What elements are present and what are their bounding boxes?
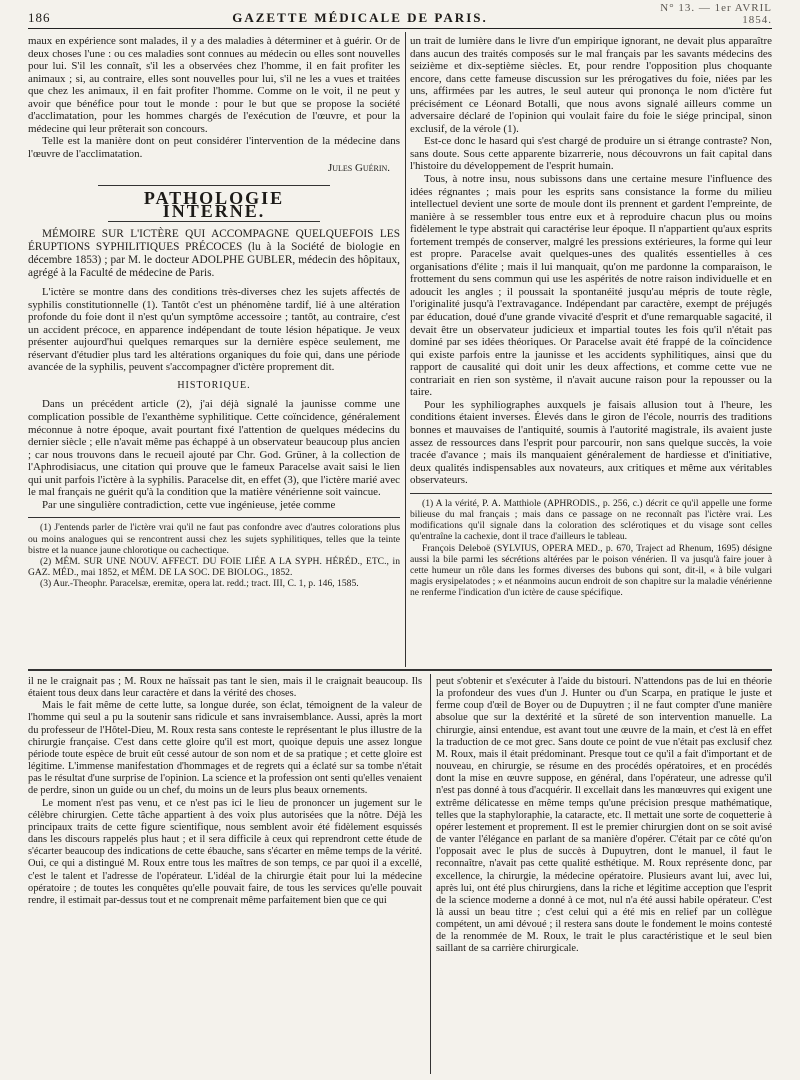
paragraph: Mais le fait même de cette lutte, sa longue durée, son éclat, témoignent de la valeur de l'homme qui seul a pu la soutenir sans ridicule et sans invraisemblance. Aussi, après la mort du professeur de l'Hôtel-Dieu, M. Roux resta sans conteste le représentant le plus illustre de la chirurgie française. C'est dans cette gloire qu'il est mort, quoique depuis une assez longue période toute espèce de bruit eût cessé autour de son nom et de sa pratique ; et cette gloire est légitime. L'immense manifestation d'hommages et de regrets qui a éclaté sur sa tombe n'était pas le résultat d'une surprise de l'opinion. La science et la profession ont senti qu'elles venaient de perdre, sinon un guide ou un chef, du moins un de leurs plus beaux ornements. <box>28 700 422 797</box>
footnote: (3) Aur.-Theophr. Paracelsæ, eremitæ, opera lat. redd.; tract. III, C. 1, p. 146, 1585. <box>40 578 359 590</box>
section-title: PATHOLOGIE INTERNE. <box>108 192 320 222</box>
section-divider <box>98 185 330 186</box>
column-divider-bottom <box>430 674 431 1074</box>
paragraph: Est-ce donc le hasard qui s'est chargé de produire un si étrange contraste? Non, sans doute. Sous cette apparente bizarrerie, nous découvrons un fait capital dans l'histoire du développement de l'esprit humain. <box>410 135 772 173</box>
paragraph: L'ictère se montre dans des conditions très-diverses chez les sujets affectés de syphilis constitutionnelle (1). Tantôt c'est un phénomène tardif, lié à une altération profonde du foie dont il n'est qu'un symptôme accessoire ; tantôt, au contraire, c'est un accident précoce, en apparence indépendant de toute lésion hépatique. Je veux présenter aujourd'hui quelques remarques sur la dernière espèce seulement, me réservant d'étudier plus tard les altérations organiques du foie qui, dans une période avancée de la syphilis, peuvent s'accompagner d'ictère proprement dit. <box>28 286 400 374</box>
memoir-heading: MÉMOIRE SUR L'ICTÈRE QUI ACCOMPAGNE QUELQUEFOIS LES ÉRUPTIONS SYPHILITIQUES PRÉCOCES (lu à la Société de biologie en décembre 1853) ; par M. le docteur ADOLPHE GUBLER, médecin des hôpitaux, agrégé à la Faculté de médecine de Paris. <box>28 228 400 280</box>
footnote-rule <box>28 517 400 518</box>
paragraph: Le moment n'est pas venu, et ce n'est pas ici le lieu de prononcer un jugement sur le célèbre chirurgien. Cette tâche appartient à des voix plus autorisées que la nôtre. Déjà les principaux traits de cette figure scientifique, nous semblent avoir été fidèlement esquissés dans les discours rappelés plus haut ; et il sera difficile à ceux qui reprendront cette étude de s'écarter beaucoup des indications de cette ébauche, sans s'écarter en même temps de la vérité. Oui, ce qui a distingué M. Roux entre tous les maîtres de son temps, ce par quoi il a excellé, c'est le talent et l'adresse de l'opérateur. L'idéal de la chirurgie était pour lui la médecine opératoire ; de toutes les conquêtes qu'elle pouvait faire, de tous les services qu'elle pouvait rendre, il estimait par-dessus tout et ne comprenait même parfaitement bien que ce qui <box>28 797 422 906</box>
page-number: 186 <box>28 10 51 25</box>
paragraph: maux en expérience sont malades, il y a des maladies à déterminer et à guérir. Or de deux choses l'une : ou ces maladies sont connues au médecin ou elles sont nouvelles pour lui. S'il les connaît, s'il les a observées chez l'homme, il en fait profiter les animaux ; si, au contraire, elles sont nouvelles pour lui, s'il ne les a vues et traitées que chez les animaux, il en fait profiter l'homme. Comme on le voit, il ne peut y avoir que bénéfice pour tout le monde : pour le but que se propose la société d'acclimatation, pour les hommes chargés de l'exécution de l'œuvre, et pour la médecine qui leur prêterait son concours. <box>28 35 400 135</box>
section-separator <box>28 669 772 671</box>
author-signature: Jules Guérin. <box>328 162 390 175</box>
paragraph: Telle est la manière dont on peut considérer l'intervention de la médecine dans l'œuvre de l'acclimatation. <box>28 135 400 160</box>
paragraph: Dans un précédent article (2), j'ai déjà signalé la jaunisse comme une complication possible de l'exanthème syphilitique. Cette coïncidence, généralement méconnue à notre époque, avait pourtant fixé l'attention de quelques médecins du dernier siècle ; elle n'avait même pas échappé à un observateur beaucoup plus ancien ; car nous trouvons dans le recueil ajouté par Chr. God. Grüner, à la collection de l'Aphrodisiacus, une citation qui prouve que le fameux Paracelse avait saisi le lien qui unit parfois l'ictère à la syphilis. Paracelse dit, en effet (3), que l'ictère marié avec le mal français ne guérit qu'à la condition que la matière vénérienne soit vaincue. <box>28 398 400 499</box>
paragraph: un trait de lumière dans le livre d'un empirique ignorant, ne devait plus apparaître dans aucun des traités composés sur le mal français par les savants médecins des seizième et dix-septième siècles. Et, pour rendre l'opposition plus choquante encore, dans cette fameuse discussion sur les prérogatives du foie, niées par les uns, affirmées par les autres, le seul auteur qui prononça le nom d'ictère fut précisément ce Léonard Botalli, que nous avons signalé ailleurs comme un adversaire déclaré de l'opinion qui voulait faire du foie le siége principal, sinon exclusif, de la vérole (1). <box>410 35 772 135</box>
paragraph: Par une singulière contradiction, cette vue ingénieuse, jetée comme <box>42 498 336 511</box>
journal-title: GAZETTE MÉDICALE DE PARIS. <box>232 10 488 25</box>
paragraph: il ne le craignait pas ; M. Roux ne haïssait pas tant le sien, mais il le craignait beaucoup. Ils étaient tous deux dans leur caractère et dans la vérité des choses. <box>28 676 422 700</box>
footnote: (2) MÉM. SUR UNE NOUV. AFFECT. DU FOIE LIÉE A LA SYPH. HÉRÉD., ETC., in GAZ. MÉD., mai 1852, et MÉM. DE LA SOC. DE BIOLOG., 1852. <box>28 556 400 579</box>
column-2 <box>410 35 772 655</box>
footnote: (1) J'entends parler de l'ictère vrai qu'il ne faut pas confondre avec d'autres colorations plus ou moins analogues qui se rencontrent aussi chez les sujets syphilitiques, telles que la teinte bistre et la nuance jaune chlorotique ou cachectique. <box>28 522 400 556</box>
column-divider-top <box>405 32 406 667</box>
footnotes <box>410 498 772 599</box>
footnote: (1) A la vérité, P. A. Matthiole (APHRODIS., p. 256, c.) décrit ce qu'il appelle une forme bilieuse du mal français ; mais dans ce passage on ne reconnaît pas l'ictère vrai. Les modifications qu'il signale dans la coloration des sclérotiques et du visage sont celles qu'entraîne la cachexie, dont il trace d'ailleurs le tableau. <box>410 497 772 543</box>
paragraph: Tous, à notre insu, nous subissons dans une certaine mesure l'influence des idées régnantes ; mais pour les esprits sans consistance la forme du milieu intellectuel devient une sorte de moule dont ils prennent et gardent l'empreinte, de manière à se ressembler tous entre eux et à reproduire chacun plus ou moins fidèlement le type abstrait qui caractérise leur époque. Il n'appartient qu'aux esprits fortement trempés de conserver, malgré les pressions extérieures, la forme qui leur est propre. Paracelse avait quelques-unes des qualités essentielles à ces organisations d'élite ; mais il lui manquait, qu'on me pardonne la comparaison, le frottement du sens commun qui use les aspérités de notre raison individuelle et en adoucit les angles ; il poussait la spontanéité jusqu'au mépris de toute règle, l'originalité jusqu'à l'extravagance. Indépendant par caractère, exempt de préjugés par éducation, doué d'une grande vivacité d'esprit et d'une remarquable sagacité, il devait être un observateur judicieux et impartial toutes les fois qu'il n'était pas dominé par ses idées théoriques. Or Paracelse avait été frappé de la coïncidence qui existe parfois entre la jaunisse et les accidents syphilitiques, ainsi que du rapport de causalité qui doit unir les deux affections, et comme cette vue ne contrariait en rien son système, il n'avait aucune raison pour la repousser ou la taire. <box>410 173 772 399</box>
footnotes <box>28 522 400 589</box>
column-1 <box>28 35 400 645</box>
footnote-rule <box>410 493 772 494</box>
footnote: François Deleboë (SYLVIUS, OPERA MED., p. 670, Traject ad Rhenum, 1695) désigne aussi la bile parmi les sécrétions altérées par le poison vénérien. Il va jusqu'à faire jouer à cette humeur un rôle dans les formes diverses des bubons qui sont, dit-il, « à bile vulgari magis erysipelatodes ; » et néanmoins aucun endroit de son chapitre sur la maladie vénérienne ne renferme l'indication d'un ictère de cause spécifique. <box>410 542 772 599</box>
column-3 <box>28 676 422 1076</box>
subheading: HISTORIQUE. <box>177 379 251 391</box>
paragraph: peut s'obtenir et s'exécuter à l'aide du bistouri. N'attendons pas de lui en théorie la profondeur des vues d'un J. Hunter ou d'un Scarpa, en pratique le juste et ferme coup d'œil de Boyer ou de Dupuytren ; il ne faut compter d'une manière absolue que sur la dextérité et la sûreté de son intervention manuelle. La chirurgie, ainsi entendue, est avant tout une œuvre de la main, et c'est là en effet la traduction de ce mot grec. Sans doute ce point de vue n'était pas exclusif chez M. Roux, mais il était prédominant. Presque tout ce qu'il a fait d'important et de nouveau, en chirurgie, se résume en des procédés opératoires, et en procédés dont la mise en œuvre suppose, en général, dans l'opérateur, une adresse qu'il n'est pas donné à tous d'acquérir. Il excellait dans les manœuvres qui exigent une extrême délicatesse en même temps qu'une précision presque mathématique, telles que la staphyloraphie, la cataracte, etc. Il mettait une sorte de coquetterie à opérer lestement et proprement. Il est le premier chirurgien dont on se soit avisé de vanter l'élégance en parlant de sa manière d'opérer. C'était par ce côté qu'on l'opposait avec le plus de succès à Dupuytren, dont le manuel, il faut le reconnaître, n'avait pas cette qualité esthétique. M. Roux représente donc, par excellence, la chirurgie, la médecine opératoire. Plusieurs avant lui, avec lui, après lui, ont été plus chirurgiens, dans la riche et légitime acception que l'esprit de la science moderne a donné à ce mot, nul n'a été aussi habile opérateur. C'est là aussi un beau titre ; c'est celui qui a été mis en relief par un collègue compétent, un ami dévoué ; il restera sans doute le fondement le moins contesté de la renommée de M. Roux, le trait le plus caractéristique et le seul bien saillant de sa carrière chirurgicale. <box>436 676 772 955</box>
issue-date: N° 13. — 1er AVRIL 1854. <box>660 2 772 26</box>
paragraph: Pour les syphiliographes auxquels je faisais allusion tout à l'heure, les conditions étaient inverses. Élevés dans le giron de l'école, nourris des traditions bonnes et mauvaises de l'antiquité, soumis à l'autorité magistrale, ils avaient juste assez de ressources dans l'esprit pour parcourir, non sans quelque succès, la voie tracée d'avance ; mais ils manquaient généralement de hardiesse et d'initiative, deux qualités indispensables aux novateurs, aux critiques et même aux véritables observateurs. <box>410 398 772 487</box>
column-4 <box>436 676 772 1076</box>
running-header <box>28 2 772 29</box>
